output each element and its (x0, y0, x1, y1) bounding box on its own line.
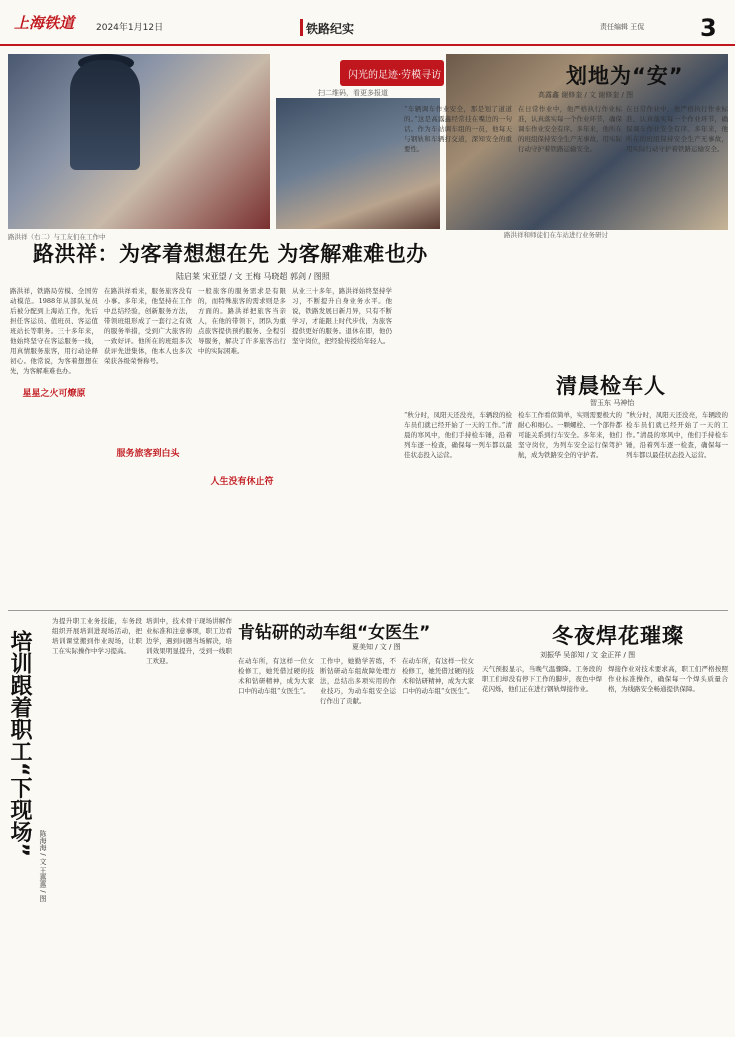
story1-subhead: 人生没有休止符 (210, 477, 274, 487)
story5-col2: 工作中，她勤学苦练，不断钻研动车组故障处理方法，总结出多项实用的作业技巧，为动车组安全运行作出了贡献。 (320, 657, 396, 705)
photo-caption-right: 路洪祥和师徒们在车站进行业务研讨 (504, 231, 608, 239)
story3-col3: “秋分时，凤阳天还没亮，车辆段的检车员们就已经开始了一天的工作。”清晨的寒风中，他们手持检车锤，沿着列车逐一检查，确保每一列车都以最佳状态投入运营。 (626, 411, 728, 459)
story1-byline: 陆启莱 宋亚望 / 文 王梅 马晓超 郭剑 / 图照 (176, 272, 330, 281)
story3-title: 清晨检车人 (556, 374, 666, 398)
paper-name: 上海铁道 (14, 14, 75, 32)
section-divider (8, 610, 728, 611)
story1-col3: 一般旅客的服务需求是有限的，而特殊旅客的需求则是多方面的。路洪祥把旅客当亲人，在他的带领下，团队为重点旅客提供预约服务、全程引导服务，解决了许多旅客出行中的实际困难。 (198, 287, 286, 355)
story4-title: 培训跟着职工“下现场” (7, 630, 32, 857)
story5-byline: 夏美知 / 文 / 图 (352, 643, 401, 651)
section-title: 铁路纪实 (306, 22, 355, 36)
story3-col2: 检车工作看似简单，实则需要极大的耐心和细心。一颗螺栓、一个部件都可能关系到行车安全。多年来，他们坚守岗位，为列车安全运行保驾护航，成为铁路安全的守护者。 (518, 411, 622, 459)
story1-subhead: 星星之火可燎原 (22, 389, 86, 399)
story2-col2: 在日常作业中，他严格执行作业标准，认真落实每一个作业环节，确保调车作业安全有序。多年来，他所在的班组保持安全生产无事故，用实际行动守护着铁路运输安全。 (518, 105, 622, 153)
story5-col1: 在动车所，有这样一位女检修工，她凭借过硬的技术和钻研精神，成为大家口中的动车组“女医生”。 (238, 657, 314, 695)
story2-title: 划地为“安” (566, 64, 684, 88)
page-number: 3 (700, 14, 717, 42)
story1-col1: 路洪祥，铁路局劳模、全国劳动模范。1988年从部队复员后被分配到上海站工作，先后担任客运员、值班员、客运值班站长等职务。三十多年来，他始终坚守在客运服务一线，用真情服务旅客，用行动诠释初心。他常说，为客着想想在先，为客解难难也办。 (10, 287, 98, 375)
story2-col1: “车辆调车作业安全，那是划了道道的。”这是高露鑫经常挂在嘴边的一句话。作为车站调车组的一员，他每天与钢轨和车辆打交道，深知安全的重要性。 (404, 105, 512, 153)
story3-byline: 智玉东 马神怡 (590, 399, 635, 407)
story5-title: 肯钻研的动车组“女医生” (238, 623, 431, 643)
story1-title: 路洪祥：为客着想想在先 为客解难难也办 (33, 242, 428, 266)
story1-subhead: 服务旅客到白头 (116, 449, 180, 459)
photo-caption-left: 路洪祥（右二）与工友们在工作中 (8, 233, 106, 241)
story6-col2: 焊接作业对技术要求高，职工们严格按照作业标准操作，确保每一个焊头质量合格，为线路安全畅通提供保障。 (608, 665, 728, 693)
story1-col2: 在路洪祥看来，服务旅客没有小事。多年来，他坚持在工作中总结经验，创新服务方法，带领班组形成了一套行之有效的服务举措，受到广大旅客的一致好评。他所在的班组多次获评先进集体，他本人也多次荣获各级荣誉称号。 (104, 287, 192, 365)
qr-caption: 扫二维码，看更多报道 (318, 89, 388, 97)
story6-byline: 刘振华 吴部知 / 文 金正祥 / 图 (540, 651, 636, 659)
story2-col3: 在日常作业中，他严格执行作业标准，认真落实每一个作业环节，确保调车作业安全有序。多年来，他所在的班组保持安全生产无事故，用实际行动守护着铁路运输安全。 (626, 105, 728, 153)
story4-col2: 培训中，技术骨干现场讲解作业标准和注意事项，职工边看边学，遇到问题当场解决，培训效果明显提升，受到一线职工欢迎。 (146, 617, 232, 665)
story1-col4: 从业三十多年，路洪祥始终坚持学习，不断提升自身业务水平。他说，铁路发展日新月异，只有不断学习，才能跟上时代步伐，为旅客提供更好的服务。退休在即，他仍坚守岗位，把经验传授给年轻人。 (292, 287, 392, 345)
feature-badge-text: 闪光的足迹·劳模寻访 (348, 70, 442, 81)
story4-col1: 为提升职工业务技能，车务段组织开展培训进现场活动，把培训课堂搬到作业现场，让职工在实际操作中学习提高。 (52, 617, 142, 655)
story6-title: 冬夜焊花璀璨 (552, 624, 684, 648)
editor-credit: 责任编辑 王侃 (600, 23, 645, 31)
story2-byline: 高露鑫 谢修奎 / 文 谢修奎 / 图 (538, 91, 634, 99)
photo-left-figure (70, 60, 140, 170)
story4-byline: 陈海海 / 文 王惠惠 / 图 (39, 830, 47, 902)
issue-date: 2024年1月12日 (96, 23, 164, 33)
story6-col1: 天气预报显示，当晚气温骤降。工务段的职工们却没有停下工作的脚步，夜色中焊花闪烁，他们正在进行钢轨焊接作业。 (482, 665, 602, 693)
story3-col1: “秋分时，凤阳天还没亮，车辆段的检车员们就已经开始了一天的工作。”清晨的寒风中，他们手持检车锤，沿着列车逐一检查，确保每一列车都以最佳状态投入运营。 (404, 411, 512, 459)
story5-col3: 在动车所，有这样一位女检修工，她凭借过硬的技术和钻研精神，成为大家口中的动车组“女医生”。 (402, 657, 474, 695)
